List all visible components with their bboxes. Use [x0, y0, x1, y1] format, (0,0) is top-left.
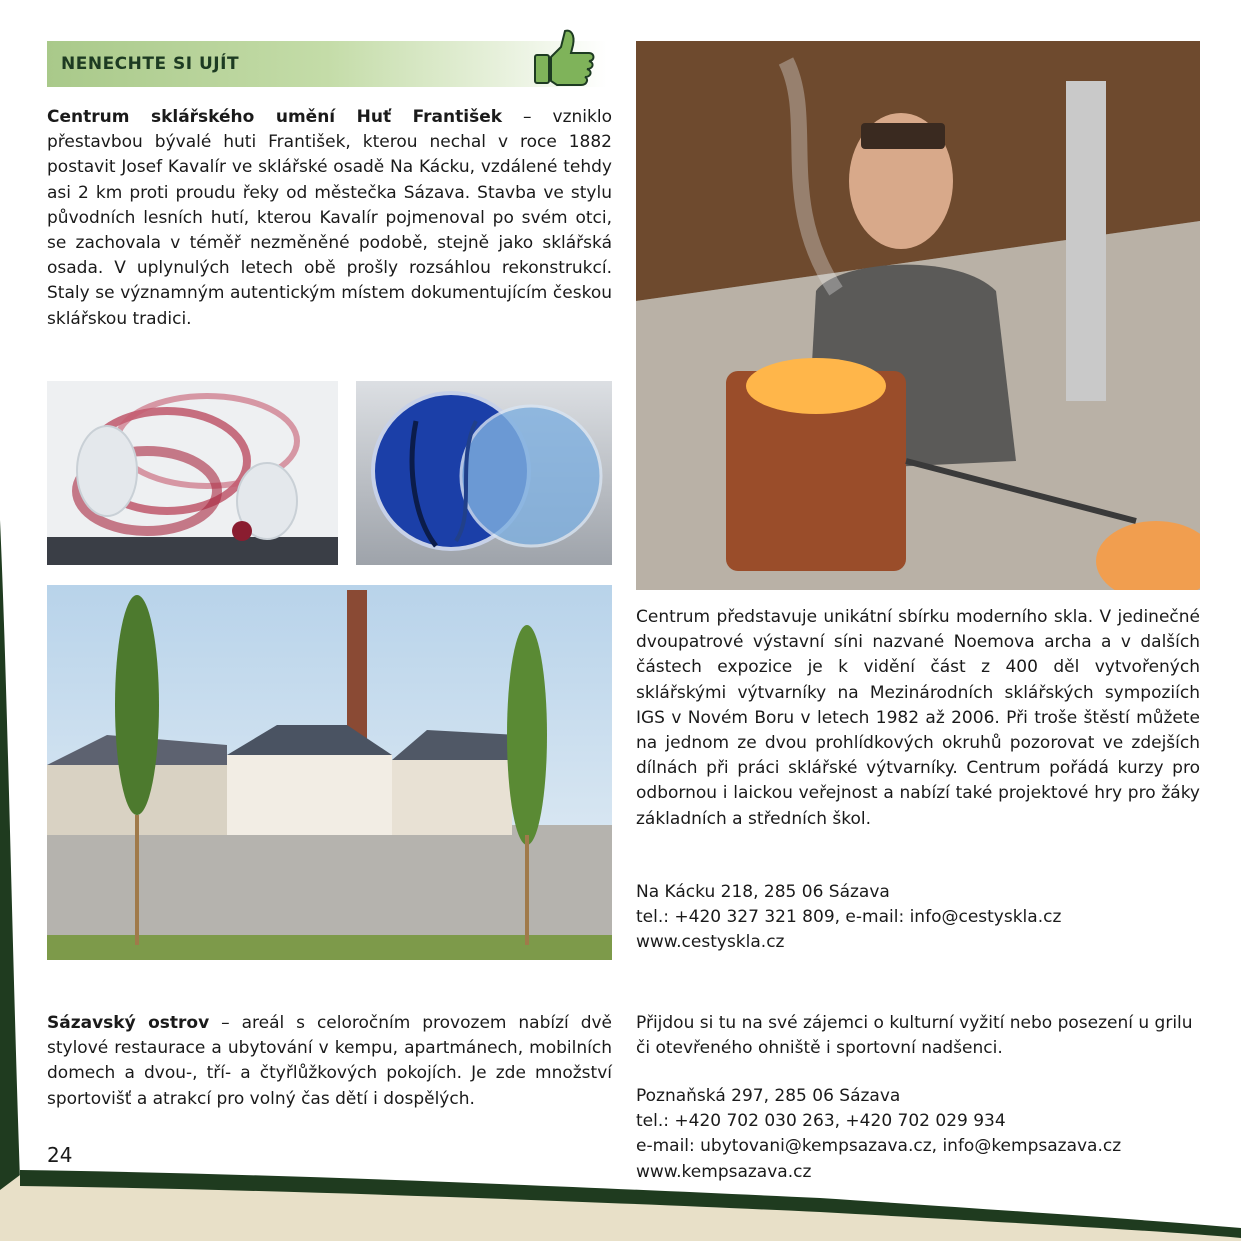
article1-website-link[interactable]: www.cestyskla.cz	[636, 932, 785, 953]
thumbs-up-icon	[527, 27, 599, 89]
article1-body2: Centrum představuje unikátní sbírku moderního skla. V jedinečné dvoupatrové výstavní síni nazvané Noemova archa a v dalších částech expozice je k vidění část z 400 děl vytvořených sklářskými výtvarníky na Mezinárodních sklářských sympoziích IGS v Novém Boru v letech 1982 až 2006. Při troše štěstí můžete na jednom ze dvou prohlídkových okruhů pozorovat ve zdejších dílnách při práci sklářské výtvarníky. Centrum pořádá kurzy pro odbornou i laickou veřejnost a nabízí také projektové hry pro žáky základních a středních škol.	[636, 607, 1200, 829]
article1-title: Centrum sklářského umění Huť František	[47, 107, 503, 127]
photo-blue-glass-discs	[356, 381, 612, 565]
article1-body: – vzniklo přestavbou bývalé huti František, kterou nechal v roce 1882 postavit Josef Kavalír ve sklářské osadě Na Kácku, vzdálené tehdy asi 2 km proti proudu řeky od městečka Sázava. Stavba ve stylu původních lesních hutí, kterou Kavalír pojmenoval po svém otci, se zachovala v téměř nezměněné podobě, stejně jako sklářská osada. V uplynulých letech obě prošly rozsáhlou rekonstrukcí. Staly se významným autentickým místem dokumentujícím českou sklářskou tradici.	[47, 107, 612, 329]
article2-body2: Přijdou si tu na své zájemci o kulturní vyžití nebo posezení u grilu či otevřeného ohniště i sportovní nadšenci.	[636, 1013, 1193, 1059]
article1-address: Na Kácku 218, 285 06 Sázava	[636, 882, 890, 902]
article2-phone[interactable]: tel.: +420 702 030 263, +420 702 029 934	[636, 1111, 1006, 1132]
article2-email[interactable]: e-mail: ubytovani@kempsazava.cz, info@kempsazava.cz	[636, 1136, 1122, 1157]
photo-glassblower	[636, 41, 1200, 590]
article2-contact	[636, 1084, 1121, 1185]
article1-phone-email[interactable]: tel.: +420 327 321 809, e-mail: info@cestyskla.cz	[636, 907, 1062, 928]
photo-glassworks-building	[47, 585, 612, 960]
article1-description	[636, 605, 1200, 832]
article1-intro	[47, 105, 612, 332]
section-title: NENECHTE SI UJÍT	[61, 54, 240, 74]
article2-description	[636, 1011, 1200, 1061]
photo-red-glass-sculpture	[47, 381, 338, 565]
article2-title: Sázavský ostrov	[47, 1013, 210, 1033]
page-number: 24	[47, 1143, 73, 1167]
section-header	[47, 41, 607, 87]
article2-website-link[interactable]: www.kempsazava.cz	[636, 1161, 812, 1182]
article2-intro	[47, 1011, 612, 1112]
article2-address: Poznaňská 297, 285 06 Sázava	[636, 1086, 901, 1106]
article2-body: – areál s celoročním provozem nabízí dvě stylové restaurace a ubytování v kempu, apartmánech, mobilních domech a dvou-, tří- a čtyřlůžkových pokojích. Je zde množství sportovišť a atrakcí pro volný čas dětí i dospělých.	[47, 1013, 613, 1109]
article1-contact	[636, 880, 1061, 956]
